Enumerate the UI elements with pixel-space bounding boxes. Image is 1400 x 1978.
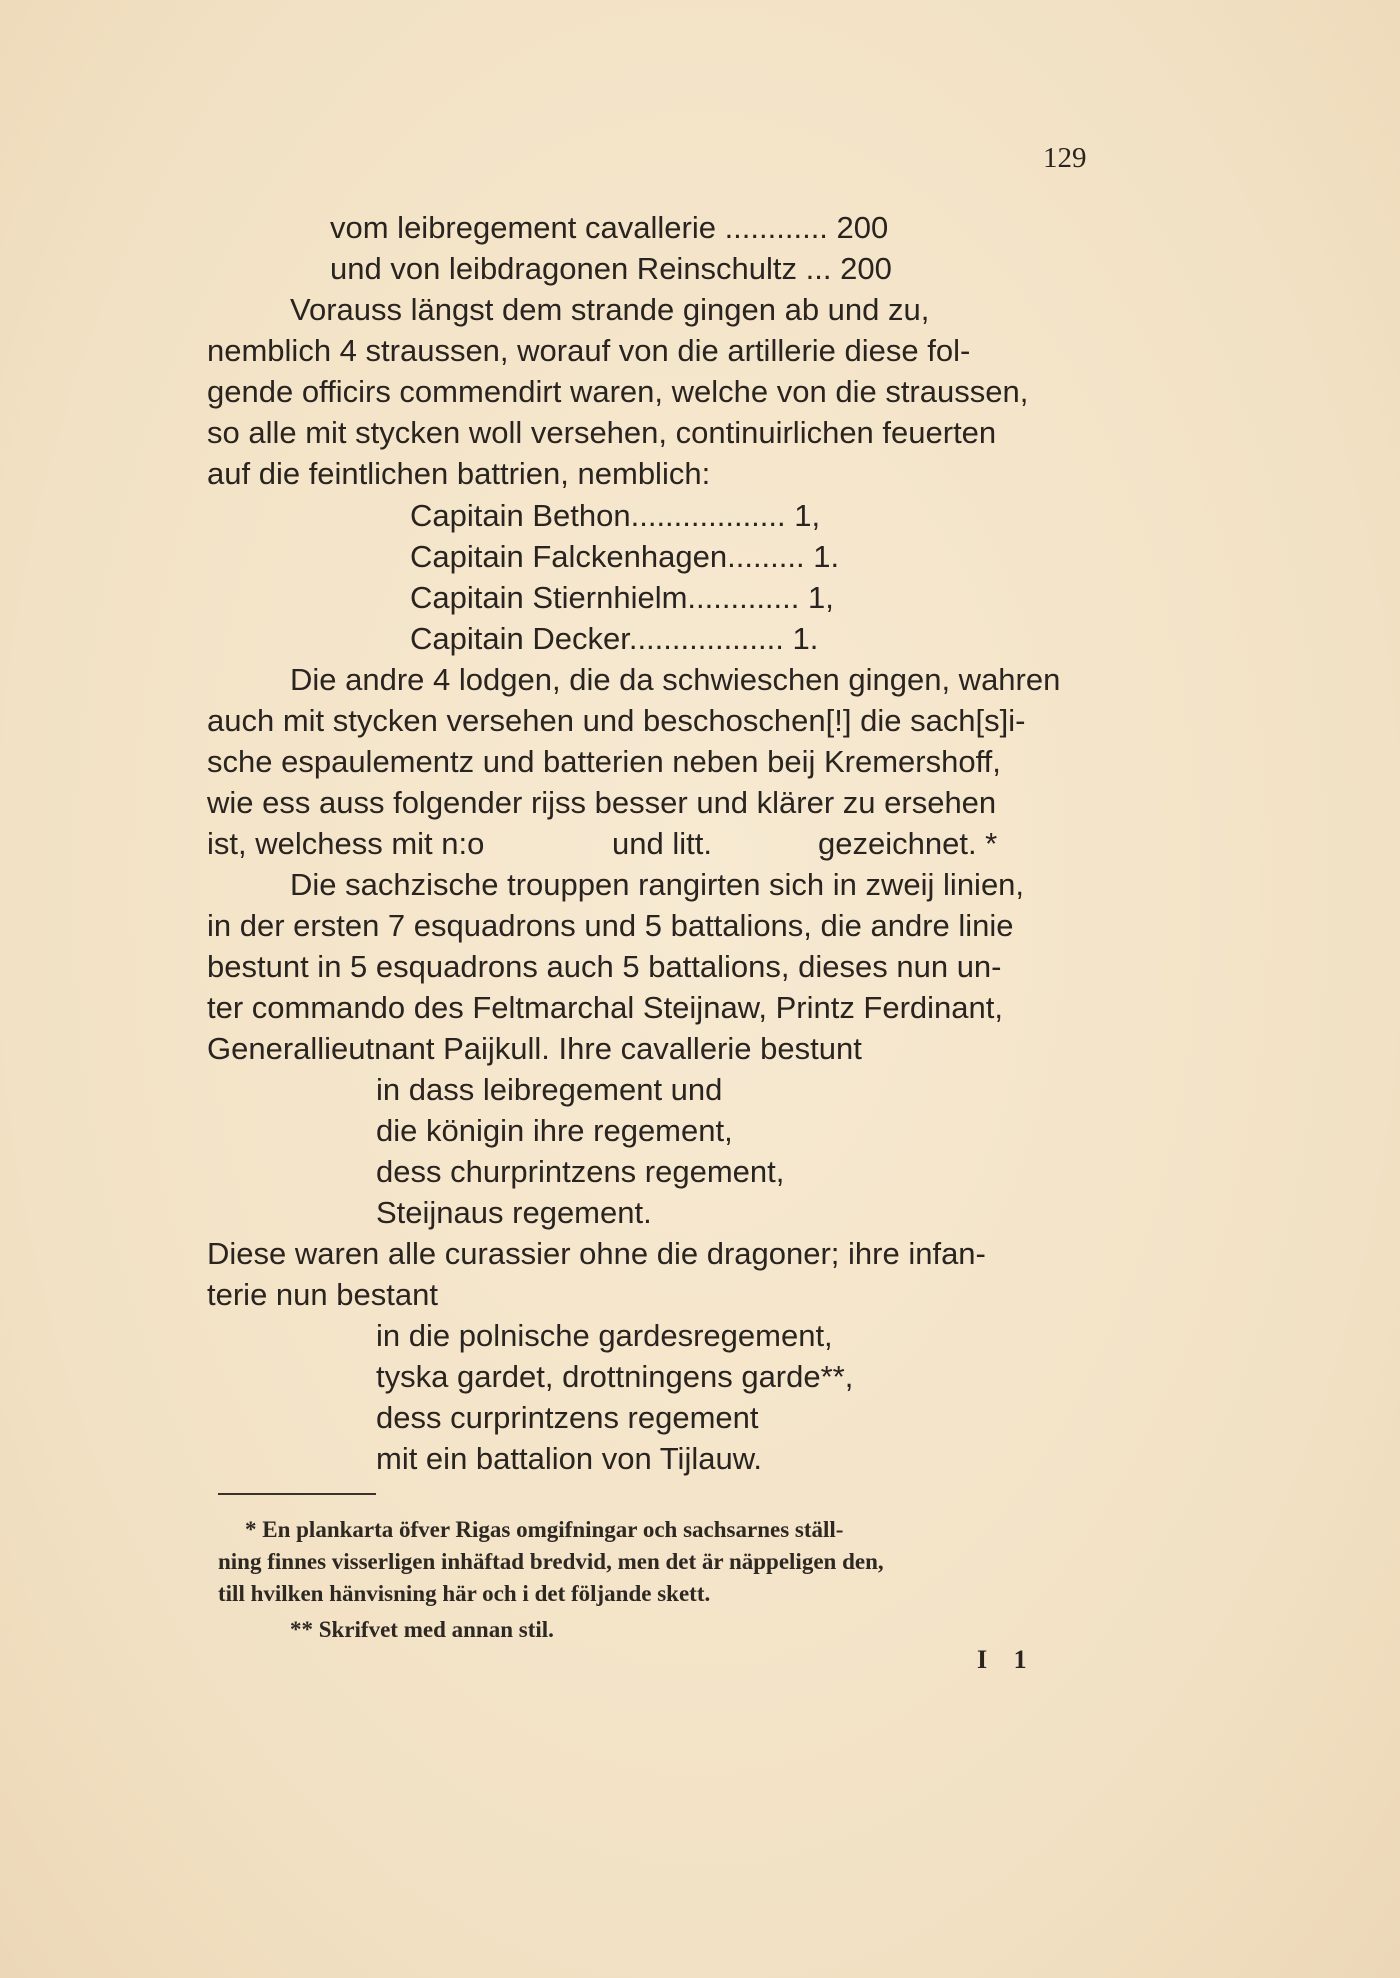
- list-item: in dass leibregement und: [376, 1072, 723, 1107]
- text-line: Diese waren alle curassier ohne die dragoner; ihre infan-: [207, 1236, 986, 1271]
- text-line: wie ess auss folgender rijss besser und klärer zu ersehen: [207, 785, 997, 820]
- list-item: Capitain Decker.................. 1.: [410, 621, 819, 656]
- list-item: tyska gardet, drottningens garde**,: [376, 1359, 854, 1394]
- footnote-line: ning finnes visserligen inhäftad bredvid, men det är näppeligen den,: [218, 1549, 884, 1574]
- signature-mark: I 1: [977, 1645, 1037, 1674]
- list-item: mit ein battalion von Tijlauw.: [376, 1441, 762, 1476]
- footnote-line: ** Skrifvet med annan stil.: [290, 1617, 554, 1642]
- footnote-divider: [218, 1493, 376, 1495]
- list-item: Capitain Falckenhagen......... 1.: [410, 539, 840, 574]
- list-item: die königin ihre regement,: [376, 1113, 733, 1148]
- footnote-line: * En plankarta öfver Rigas omgifningar och sachsarnes ställ-: [245, 1517, 844, 1542]
- text-line: gende officirs commendirt waren, welche von die straussen,: [207, 374, 1029, 409]
- text-line: und litt.: [612, 826, 712, 861]
- text-line: nemblich 4 straussen, worauf von die artillerie diese fol-: [207, 333, 971, 368]
- page-number: 129: [1043, 142, 1087, 174]
- text-line: in der ersten 7 esquadrons und 5 battalions, die andre linie: [207, 908, 1014, 943]
- text-line: Generallieutnant Paijkull. Ihre cavallerie bestunt: [207, 1031, 862, 1066]
- text-line: Vorauss längst dem strande gingen ab und zu,: [290, 292, 930, 327]
- text-line: sche espaulementz und batterien neben beij Kremershoff,: [207, 744, 1001, 779]
- text-line: und von leibdragonen Reinschultz ... 200: [330, 251, 892, 286]
- text-line: gezeichnet. *: [818, 826, 998, 861]
- text-line: Die andre 4 lodgen, die da schwieschen gingen, wahren: [290, 662, 1061, 697]
- text-line: Die sachzische trouppen rangirten sich in zweij linien,: [290, 867, 1025, 902]
- text-line: bestunt in 5 esquadrons auch 5 battalions, dieses nun un-: [207, 949, 1002, 984]
- list-item: dess curprintzens regement: [376, 1400, 759, 1435]
- list-item: Capitain Bethon.................. 1,: [410, 498, 821, 533]
- list-item: in die polnische gardesregement,: [376, 1318, 833, 1353]
- text-line: terie nun bestant: [207, 1277, 438, 1312]
- list-item: Capitain Stiernhielm............. 1,: [410, 580, 834, 615]
- text-line: so alle mit stycken woll versehen, continuirlichen feuerten: [207, 415, 997, 450]
- text-line: vom leibregement cavallerie ............ 200: [330, 210, 889, 245]
- list-item: Steijnaus regement.: [376, 1195, 652, 1230]
- footnote-line: till hvilken hänvisning här och i det följande skett.: [218, 1581, 711, 1606]
- text-line: ter commando des Feltmarchal Steijnaw, Printz Ferdinant,: [207, 990, 1004, 1025]
- list-item: dess churprintzens regement,: [376, 1154, 785, 1189]
- text-line: auf die feintlichen battrien, nemblich:: [207, 456, 711, 491]
- text-line: auch mit stycken versehen und beschoschen[!] die sach[s]i-: [207, 703, 1026, 738]
- text-line: ist, welchess mit n:o: [207, 826, 485, 861]
